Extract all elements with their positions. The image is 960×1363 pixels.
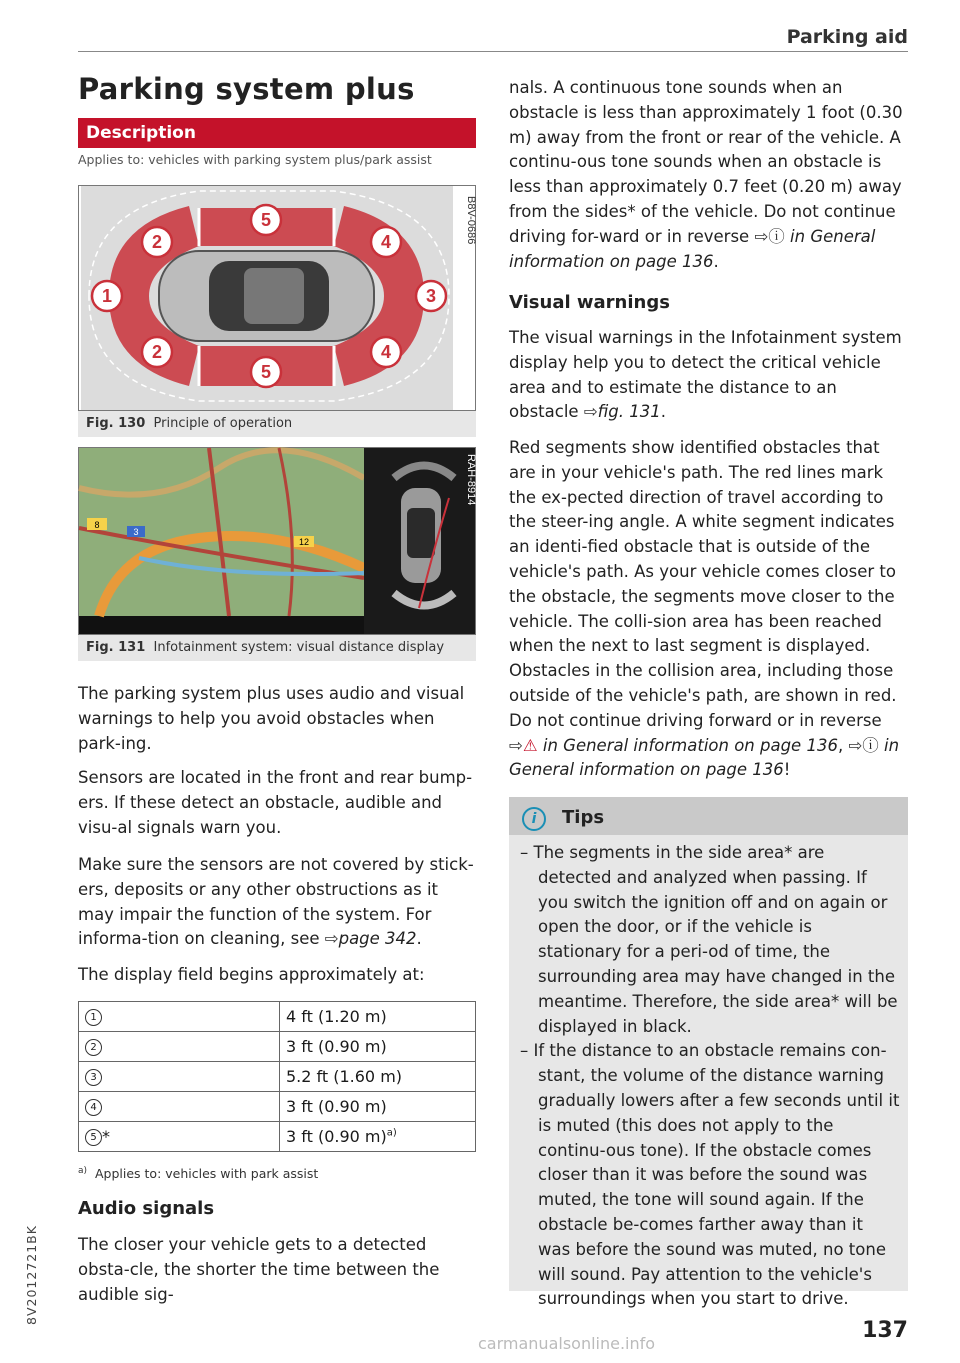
figure-130-caption: Fig. 130 Principle of operation bbox=[78, 411, 476, 437]
distance-table bbox=[78, 1001, 476, 1152]
page-number: 137 bbox=[862, 1318, 908, 1343]
table-row: 3 5.2 ft (1.60 m) bbox=[79, 1062, 476, 1092]
header-divider bbox=[78, 51, 908, 52]
svg-text:3: 3 bbox=[133, 527, 139, 537]
table-row: 1 4 ft (1.20 m) bbox=[79, 1002, 476, 1032]
svg-text:2: 2 bbox=[151, 232, 163, 252]
figure-131-caption: Fig. 131 Infotainment system: visual distance display bbox=[78, 635, 476, 661]
table-row: 4 3 ft (0.90 m) bbox=[79, 1092, 476, 1122]
heading-audio-signals: Audio signals bbox=[78, 1198, 215, 1219]
list-item: – If the distance to an obstacle remains con-stant, the volume of the distance warning gradually lowers after a few seconds until it is muted (this does not apply to the continu-ous tone). If the obstacle comes closer than it was before the sound was muted, the tone will sound again. If the obstacle be-comes farther away than it was before the sound was muted, no tone will sound. Pay attention to the vehicle's surroundings when you start to drive. bbox=[520, 1041, 900, 1309]
svg-text:4: 4 bbox=[380, 232, 392, 252]
general-info-link[interactable]: in General information on page 136 bbox=[542, 735, 838, 755]
footnote: $^{a)}$ Applies to: vehicles with park assist bbox=[78, 1166, 319, 1182]
svg-text:4: 4 bbox=[380, 342, 392, 362]
zone-4-marker: 4 bbox=[85, 1099, 102, 1116]
description-bar: Description bbox=[78, 118, 476, 148]
parking-zones-diagram bbox=[79, 186, 475, 410]
figure-130 bbox=[78, 185, 476, 411]
svg-text:RAH-8914: RAH-8914 bbox=[465, 454, 477, 506]
notice-icon: ⓘ bbox=[768, 226, 785, 246]
svg-text:5: 5 bbox=[260, 210, 272, 230]
figure-131 bbox=[78, 447, 476, 635]
svg-text:3: 3 bbox=[425, 286, 437, 306]
zone-1-marker: 1 bbox=[85, 1009, 102, 1026]
notice-icon: ⓘ bbox=[862, 735, 879, 755]
fig-131-link[interactable]: fig. 131 bbox=[597, 402, 661, 422]
watermark: carmanualsonline.info bbox=[478, 1334, 656, 1353]
svg-text:1: 1 bbox=[101, 286, 113, 306]
warning-icon: ⚠ bbox=[522, 735, 538, 755]
zone-5-marker: 5 bbox=[85, 1129, 102, 1146]
svg-text:2: 2 bbox=[151, 342, 163, 362]
table-row: 2 3 ft (0.90 m) bbox=[79, 1032, 476, 1062]
paragraph-cleaning: Make sure the sensors are not covered by stick-ers, deposits or any other obstructions as it may impair the function of the system. For informa-tion on cleaning, see ⇨page 342. bbox=[78, 855, 474, 949]
applies-note: Applies to: vehicles with parking system plus/park assist bbox=[78, 152, 432, 167]
general-info-link[interactable]: in General information on page 136 bbox=[509, 735, 900, 780]
zone-3-marker: 3 bbox=[85, 1069, 102, 1086]
paragraph-intro: The parking system plus uses audio and visual warnings to help you avoid obstacles when park-ing. bbox=[78, 684, 465, 753]
general-info-link[interactable]: in General information on page 136 bbox=[509, 226, 876, 271]
list-item: – The segments in the side area* are detected and analyzed when passing. If you switch the ignition off and on again or open the door, or if the vehicle is stationary for a peri-od of time, the surrounding area may have changed in the meantime. Therefore, the side area* will be displayed in black. bbox=[520, 843, 898, 1036]
paragraph-visual: The visual warnings in the Infotainment system display help you to detect the critical vehicle area and to estimate the distance to an obstacle ⇨fig. 131. bbox=[509, 328, 902, 422]
heading-visual-warnings: Visual warnings bbox=[509, 292, 670, 313]
paragraph-segments: Red segments show identified obstacles that are in your vehicle's path. The red lines mark the ex-pected direction of travel according to the steer-ing angle. A white segment indicates an identi-fied obstacle that is outside of the vehicle's path. As your vehicle comes closer to the obstacle, the segments move closer to the vehicle. The colli-sion area has been reached when the next to last segment is displayed. Obstacles in the collision area, including those outside of the vehicle's path, are shown in red. Do not continue driving forward or in reverse ⇨⚠ in General information on page 136, ⇨ⓘ in General information on page 136! bbox=[509, 438, 900, 780]
paragraph-sensors: Sensors are located in the front and rear bump-ers. If these detect an obstacle, audible and visu-al signals warn you. bbox=[78, 768, 473, 837]
document-code: 8V2012721BK bbox=[24, 1225, 39, 1325]
paragraph-display-field: The display field begins approximately at: bbox=[78, 965, 425, 984]
svg-text:B8V-0686: B8V-0686 bbox=[465, 196, 477, 245]
svg-text:5: 5 bbox=[260, 362, 272, 382]
tips-list bbox=[520, 841, 900, 1312]
page-342-link[interactable]: page 342 bbox=[338, 929, 417, 949]
paragraph-audio-cont: nals. A continuous tone sounds when an obstacle is less than approximately 1 foot (0.30 m) away from the front or rear of the vehicle. A continu-ous tone sounds when an obstacle is less than approximately 0.7 feet (0.20 m) away from the sides* of the vehicle. Do not continue driving for-ward or in reverse ⇨ⓘ in General information on page 136. bbox=[509, 78, 903, 271]
table-row: 5 * 3 ft (0.90 m)$^{a)}$ bbox=[79, 1122, 476, 1152]
running-header: Parking aid bbox=[786, 26, 908, 48]
paragraph-audio: The closer your vehicle gets to a detected obsta-cle, the shorter the time between the audible sig- bbox=[78, 1235, 440, 1304]
info-icon: i bbox=[522, 807, 546, 831]
tips-title: Tips bbox=[562, 807, 605, 828]
zone-2-marker: 2 bbox=[85, 1039, 102, 1056]
infotainment-display bbox=[79, 448, 475, 634]
section-title: Parking system plus bbox=[78, 72, 415, 106]
svg-text:8: 8 bbox=[94, 520, 100, 530]
svg-text:12: 12 bbox=[298, 537, 310, 547]
